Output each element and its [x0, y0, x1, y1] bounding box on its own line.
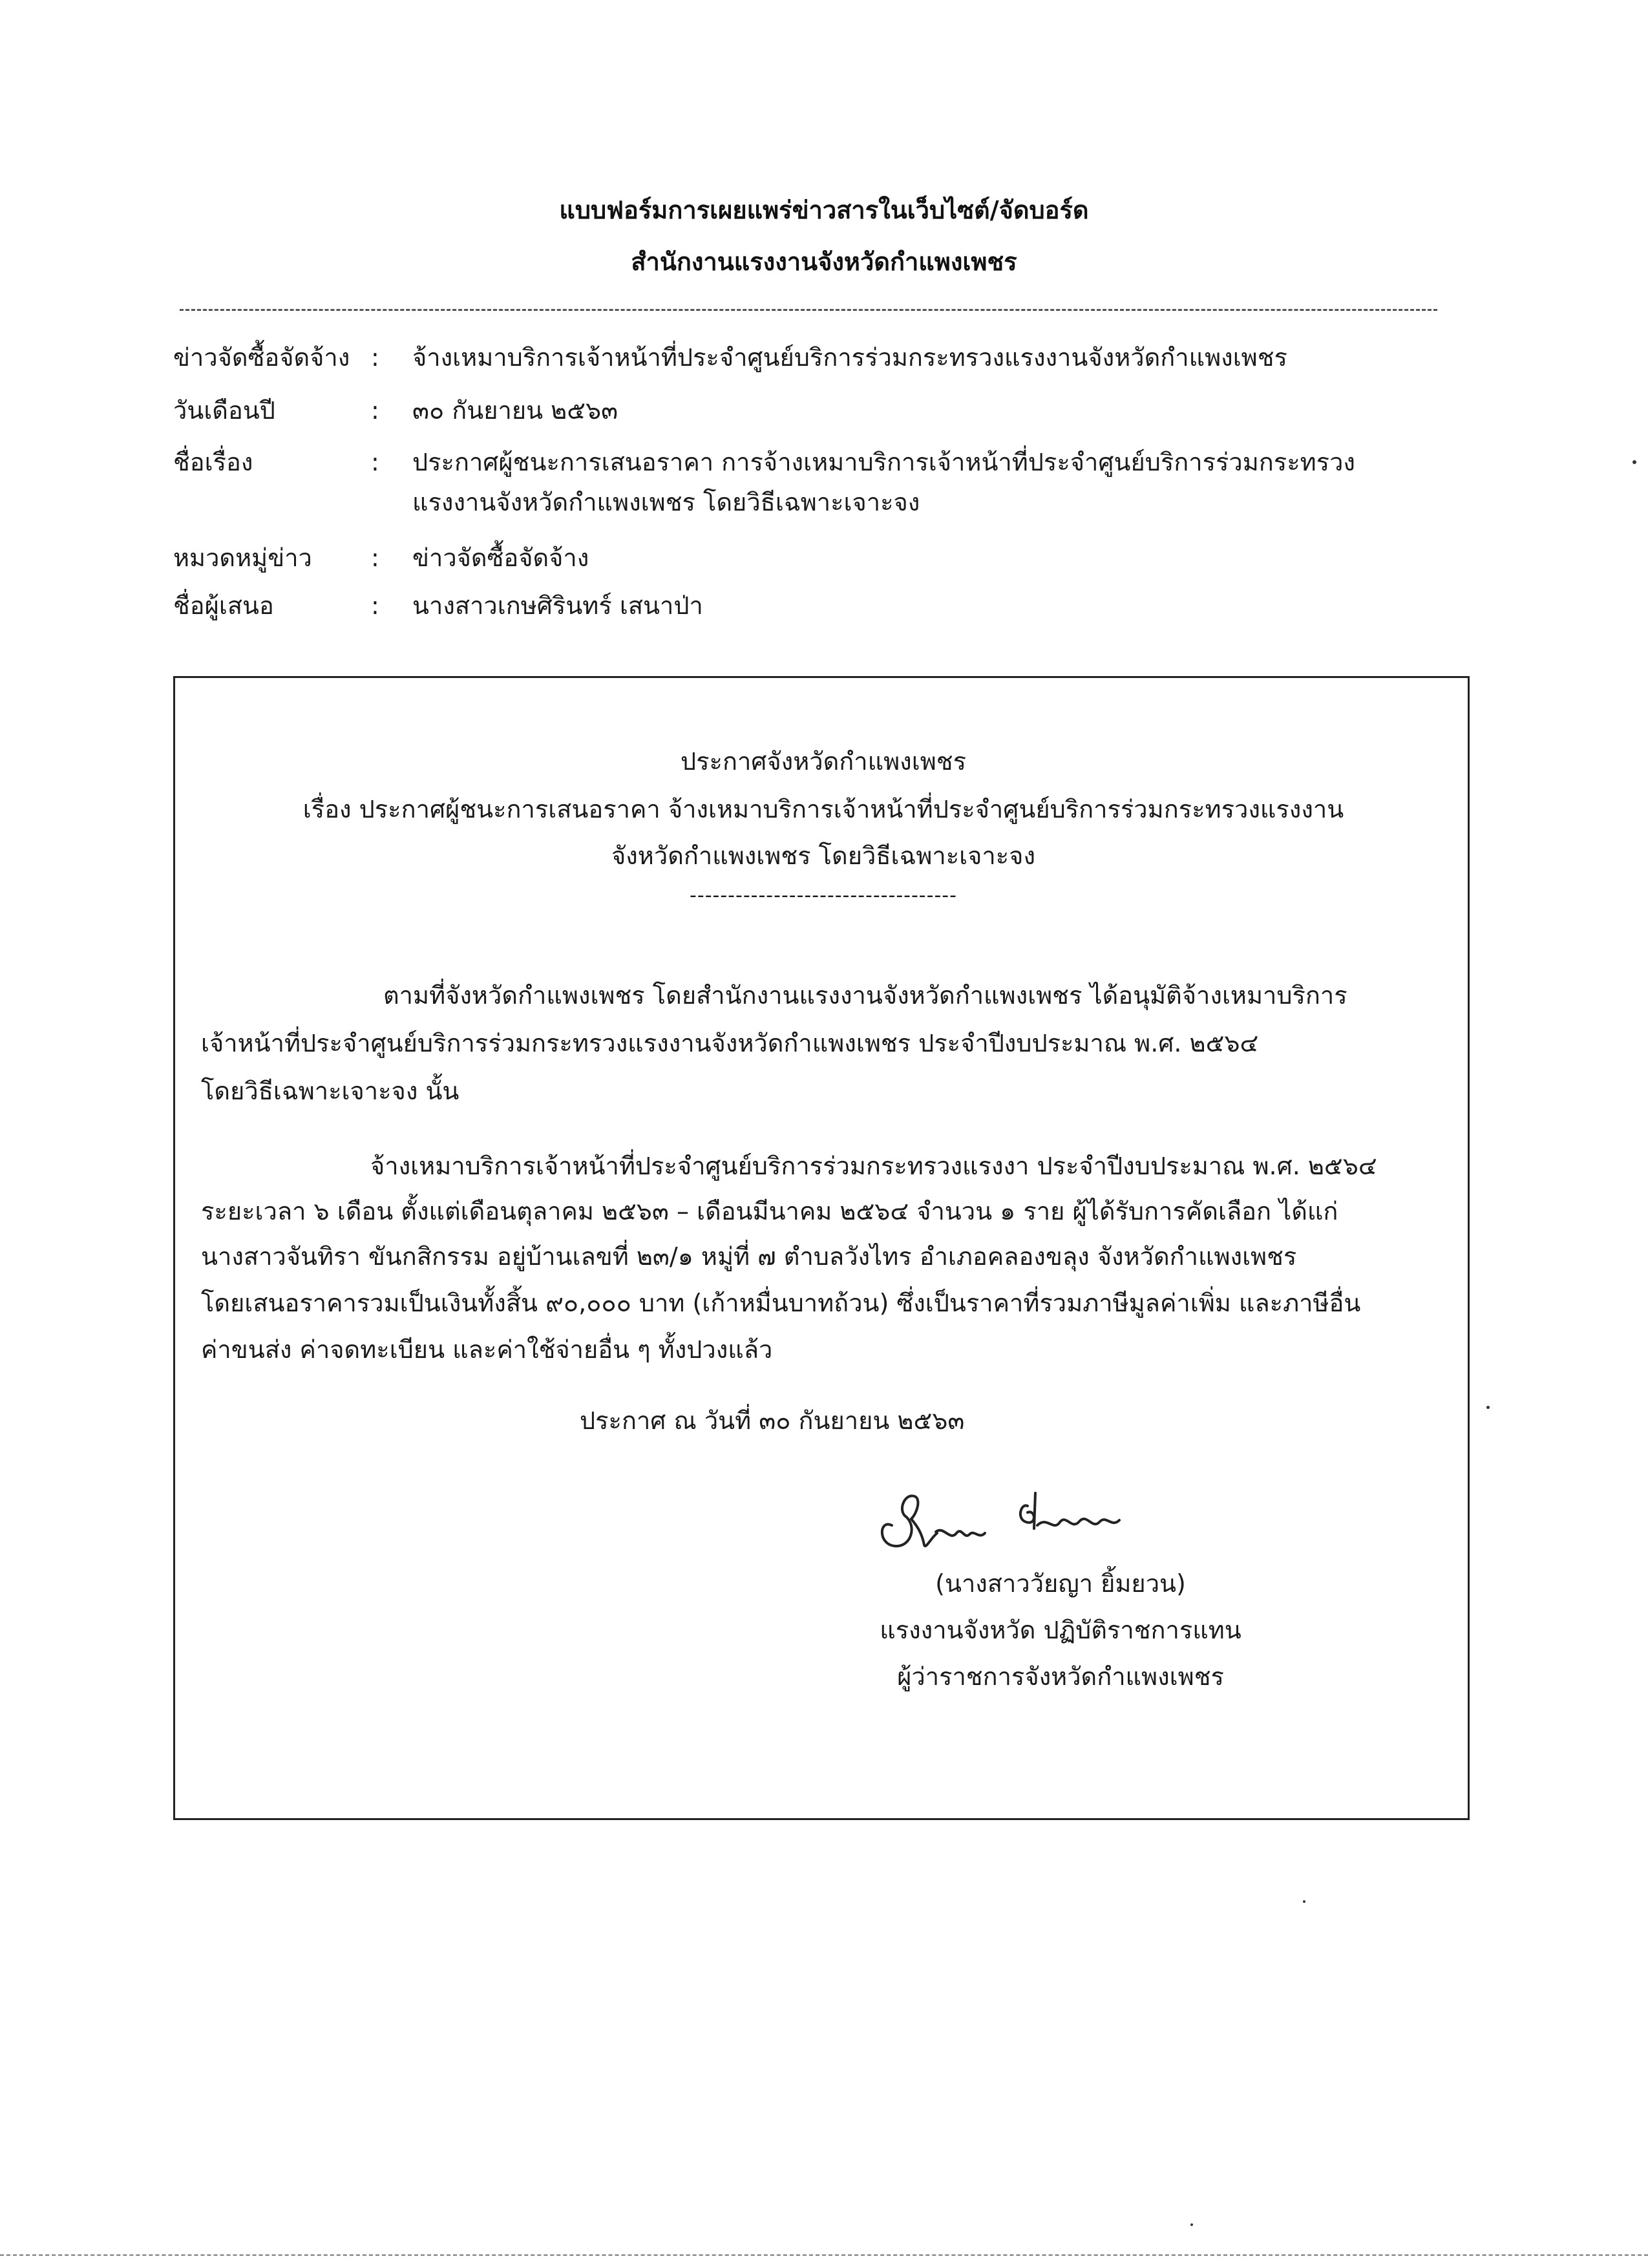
procurement-value: จ้างเหมาบริการเจ้าหน้าที่ประจำศูนย์บริการร่วมกระทรวงแรงงานจังหวัดกำแพงเพชร — [412, 343, 1287, 372]
field-label: ชื่อเรื่อง — [173, 448, 253, 476]
header-divider — [180, 309, 1437, 311]
presenter-value: นางสาวเกษศิรินทร์ เสนาป่า — [412, 591, 703, 620]
field-colon: : — [371, 343, 379, 372]
field-value — [412, 542, 1453, 582]
announcement-separator: ----------------------------------- — [690, 884, 957, 907]
field-value — [412, 341, 1453, 381]
announcement-date: ประกาศ ณ วันที่ ๓๐ กันยายน ๒๕๖๓ — [580, 1406, 965, 1435]
form-title: แบบฟอร์มการเผยแพร่ข่าวสารในเว็บไซต์/จัดบอร์ด — [559, 196, 1089, 224]
paragraph-2-line-4: โดยเสนอราคารวมเป็นเงินทั้งสิ้น ๙๐,๐๐๐ บาท (เก้าหมื่นบาทถ้วน) ซึ่งเป็นราคาที่รวมภาษีมูลค่าเพิ่ม และภาษีอื่น — [201, 1289, 1361, 1317]
announcement-heading: ประกาศจังหวัดกำแพงเพชร — [681, 747, 966, 776]
signer-name: (นางสาววัยญา ยิ้มยวน) — [935, 1569, 1186, 1598]
signer-position-2: ผู้ว่าราชการจังหวัดกำแพงเพชร — [897, 1662, 1224, 1691]
paragraph-2-line-5: ค่าขนส่ง ค่าจดทะเบียน และค่าใช้จ่ายอื่น ๆ ทั้งปวงแล้ว — [201, 1335, 773, 1364]
field-label: วันเดือนปี — [173, 396, 275, 425]
date-value: ๓๐ กันยายน ๒๕๖๓ — [412, 396, 618, 425]
bottom-scan-edge — [0, 2254, 1648, 2256]
paragraph-2-line-2: ระยะเวลา ๖ เดือน ตั้งแต่เดือนตุลาคม ๒๕๖๓ – เดือนมีนาคม ๒๕๖๔ จำนวน ๑ ราย ผู้ได้รับการคัดเลือก ได้แก่ — [201, 1197, 1338, 1225]
paragraph-1-line-2: เจ้าหน้าที่ประจำศูนย์บริการร่วมกระทรวงแรงงานจังหวัดกำแพงเพชร ประจำปีงบประมาณ พ.ศ. ๒๕๖๔ — [201, 1029, 1259, 1057]
field-colon: : — [371, 591, 379, 620]
subject-line-1: ประกาศผู้ชนะการเสนอราคา การจ้างเหมาบริการเจ้าหน้าที่ประจำศูนย์บริการร่วมกระทรวง — [412, 448, 1355, 476]
category-value: ข่าวจัดซื้อจัดจ้าง — [412, 544, 589, 572]
scan-speck — [1190, 2223, 1193, 2226]
field-colon: : — [371, 544, 379, 572]
scan-speck — [1632, 460, 1636, 464]
paragraph-1-line-3: โดยวิธีเฉพาะเจาะจง นั้น — [201, 1077, 460, 1105]
field-value — [412, 394, 1453, 434]
scan-speck — [1303, 1900, 1305, 1903]
field-colon: : — [371, 448, 379, 476]
paragraph-2-line-3: นางสาวจันทิรา ขันกสิกรรม อยู่บ้านเลขที่ ๒๓/๑ หมู่ที่ ๗ ตำบลวังไทร อำเภอคลองขลุง จังหวัดกำแพงเพชร — [201, 1242, 1297, 1271]
announcement-subject-line-1: เรื่อง ประกาศผู้ชนะการเสนอราคา จ้างเหมาบริการเจ้าหน้าที่ประจำศูนย์บริการร่วมกระทรวงแรงงาน — [302, 795, 1344, 823]
field-label: หมวดหมู่ข่าว — [173, 544, 312, 572]
signature-image — [866, 1480, 1144, 1558]
subject-line-2: แรงงานจังหวัดกำแพงเพชร โดยวิธีเฉพาะเจาะจง — [412, 488, 920, 516]
field-value — [412, 446, 1453, 526]
announcement-subject-line-2: จังหวัดกำแพงเพชร โดยวิธีเฉพาะเจาะจง — [611, 842, 1036, 870]
paragraph-1-line-1: ตามที่จังหวัดกำแพงเพชร โดยสำนักงานแรงงานจังหวัดกำแพงเพชร ได้อนุมัติจ้างเหมาบริการ — [383, 981, 1347, 1010]
signer-position-1: แรงงานจังหวัด ปฏิบัติราชการแทน — [880, 1616, 1241, 1644]
field-label: ชื่อผู้เสนอ — [173, 591, 274, 620]
office-name: สำนักงานแรงงานจังหวัดกำแพงเพชร — [631, 248, 1017, 276]
announcement-box — [173, 676, 1470, 1820]
paragraph-2-line-1: จ้างเหมาบริการเจ้าหน้าที่ประจำศูนย์บริการร่วมกระทรวงแรงงา ประจำปีงบประมาณ พ.ศ. ๒๕๖๔ — [370, 1152, 1377, 1180]
field-value — [412, 589, 1453, 630]
field-colon: : — [371, 396, 379, 425]
scan-speck — [1486, 1406, 1490, 1409]
field-label: ข่าวจัดซื้อจัดจ้าง — [173, 343, 350, 372]
